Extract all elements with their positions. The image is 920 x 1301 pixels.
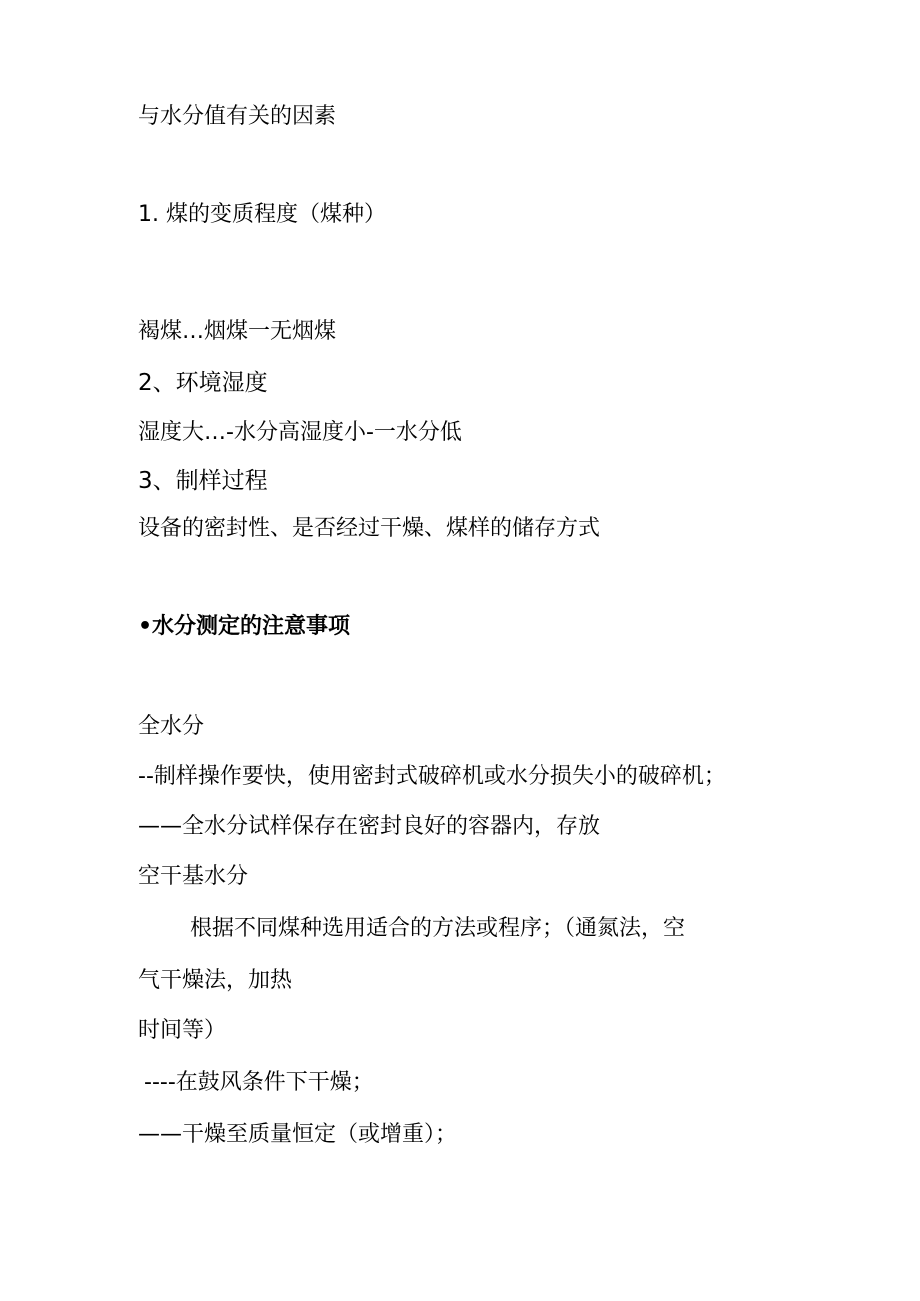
item-3-text: 设备的密封性、是否经过干燥、煤样的储存方式 (138, 516, 601, 541)
section-heading: 与水分值有关的因素 (138, 104, 337, 129)
item-1-heading: 1. 煤的变质程度（煤种） (138, 202, 386, 227)
air-dry-note-1-cont-2: 时间等） (138, 1018, 227, 1043)
notes-heading: •水分测定的注意事项 (138, 614, 351, 639)
item-2-heading: 2、环境湿度 (138, 370, 268, 396)
item-1-text: 褐煤…烟煤一无烟煤 (138, 319, 337, 344)
air-dry-moisture-heading: 空干基水分 (138, 864, 249, 889)
air-dry-note-1: 根据不同煤种选用适合的方法或程序；（通氮法，空 (190, 916, 686, 941)
air-dry-note-1-cont: 气干燥法，加热 (138, 968, 293, 993)
item-3-heading: 3、制样过程 (138, 468, 268, 494)
total-moisture-note-2: ——全水分试样保存在密封良好的容器内，存放 (138, 814, 601, 839)
total-moisture-heading: 全水分 (138, 714, 205, 739)
total-moisture-note-1: --制样操作要快，使用密封式破碎机或水分损失小的破碎机； (138, 764, 726, 789)
item-2-text: 湿度大…-水分高湿度小-一水分低 (138, 420, 462, 445)
air-dry-note-3: ——干燥至质量恒定（或增重）； (138, 1122, 458, 1147)
air-dry-note-2: ----在鼓风条件下干燥； (144, 1070, 374, 1095)
